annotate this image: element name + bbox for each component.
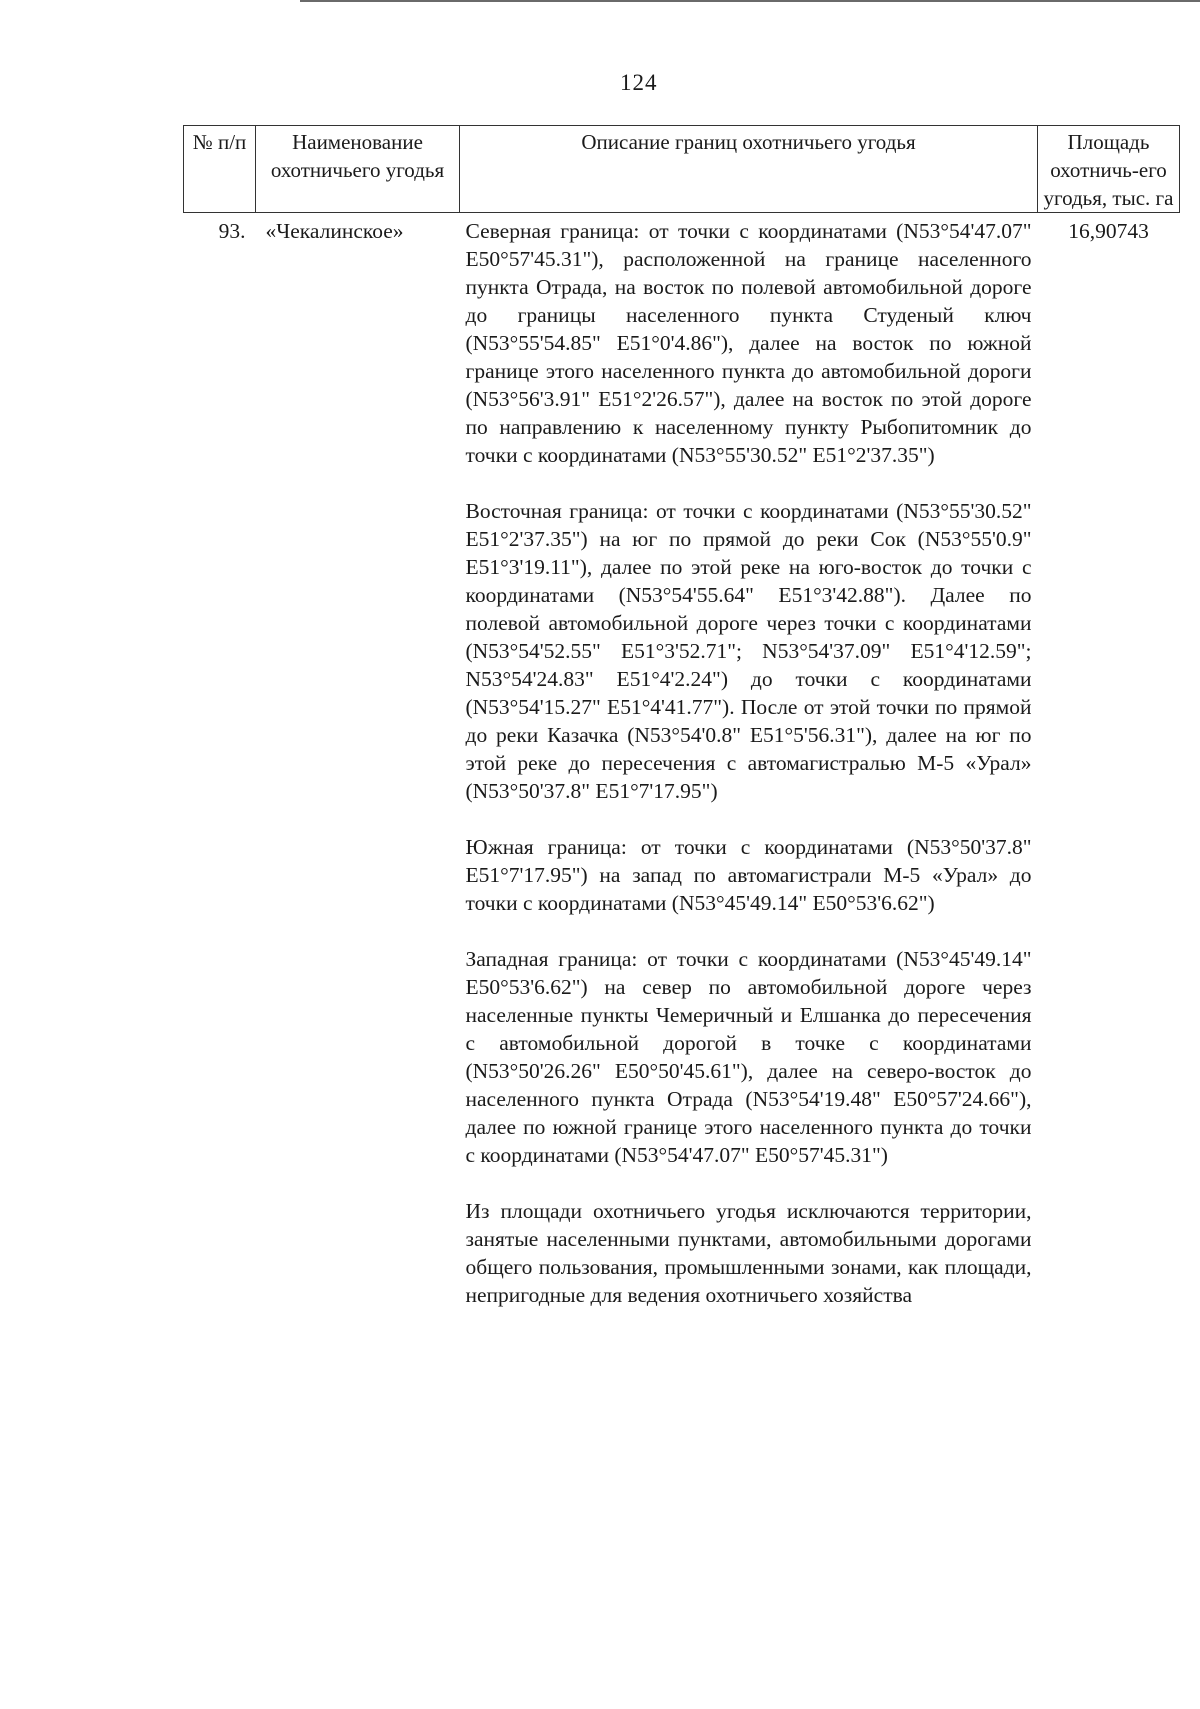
table-row xyxy=(184,213,1180,1310)
header-area xyxy=(1038,126,1180,213)
row-name: «Чекалинское» xyxy=(265,219,404,243)
hunting-grounds-table xyxy=(183,125,1180,1309)
header-number-label: № п/п xyxy=(192,130,247,154)
exclusions-text: Из площади охотничьего угодья исключаются территории, занятые населенными пунктами, автомобильными дорогами общего пользования, промышленными зонами, как площади, непригодные для ведения охотничьего хозяйства xyxy=(465,1199,1032,1307)
row-description xyxy=(460,213,1038,1310)
row-number: 93. xyxy=(218,219,246,243)
east-boundary-text: Восточная граница: от точки с координатами (N53°55'30.52" E51°2'37.35") на юг по прямой до реки Сок (N53°55'0.9" E51°3'19.11"), далее по этой реке на юго-восток до точки с координатами (N53°54'55.64" E51°3'42.88"). Далее по полевой автомобильной дороге через точки с координатами (N53°54'52.55" E51°3'52.71"; N53°54'37.09" E51°4'12.59"; N53°54'24.83" E51°4'2.24") до точки с координатами (N53°54'15.27" E51°4'41.77"). После от этой точки по прямой до реки Казачка (N53°54'0.8" E51°5'56.31"), далее на юг по этой реке до пересечения с автомагистралью М-5 «Урал» (N53°50'37.8" E51°7'17.95") xyxy=(465,499,1032,803)
header-area-label: Площадь охотничь-его угодья, тыс. га xyxy=(1043,130,1174,210)
top-border-line xyxy=(300,0,1200,2)
south-boundary-text: Южная граница: от точки с координатами (N53°50'37.8" E51°7'17.95") на запад по автомагистрали М-5 «Урал» до точки с координатами (N53°45'49.14" E50°53'6.62") xyxy=(465,835,1032,915)
header-description-label: Описание границ охотничьего угодья xyxy=(581,130,916,154)
header-name xyxy=(256,126,460,213)
header-description xyxy=(460,126,1038,213)
west-boundary-text: Западная граница: от точки с координатами (N53°45'49.14" E50°53'6.62") на север по автомобильной дороге через населенные пункты Чемеричный и Елшанка до пересечения с автомобильной дорогой в точке с координатами (N53°50'26.26" E50°50'45.61"), далее на северо-восток до населенного пункта Отрада (N53°54'19.48" E50°57'24.66"), далее по южной границе этого населенного пункта до точки с координатами (N53°54'47.07" E50°57'45.31") xyxy=(465,947,1032,1167)
row-area: 16,90743 xyxy=(1068,219,1149,243)
header-name-label: Наименование охотничьего угодья xyxy=(270,130,445,182)
north-boundary-text: Северная граница: от точки с координатами (N53°54'47.07" E50°57'45.31"), расположенной на границе населенного пункта Отрада, на восток по полевой автомобильной дороге до границы населенного пункта Студеный ключ (N53°55'54.85" E51°0'4.86"), далее на восток по южной границе этого населенного пункта до автомобильной дороги (N53°56'3.91" E51°2'26.57"), далее на восток по этой дороге по направлению к населенному пункту Рыбопитомник до точки с координатами (N53°55'30.52" E51°2'37.35") xyxy=(465,219,1032,467)
table-header-row xyxy=(184,126,1180,213)
header-number xyxy=(184,126,256,213)
page-number: 124 xyxy=(620,70,658,95)
